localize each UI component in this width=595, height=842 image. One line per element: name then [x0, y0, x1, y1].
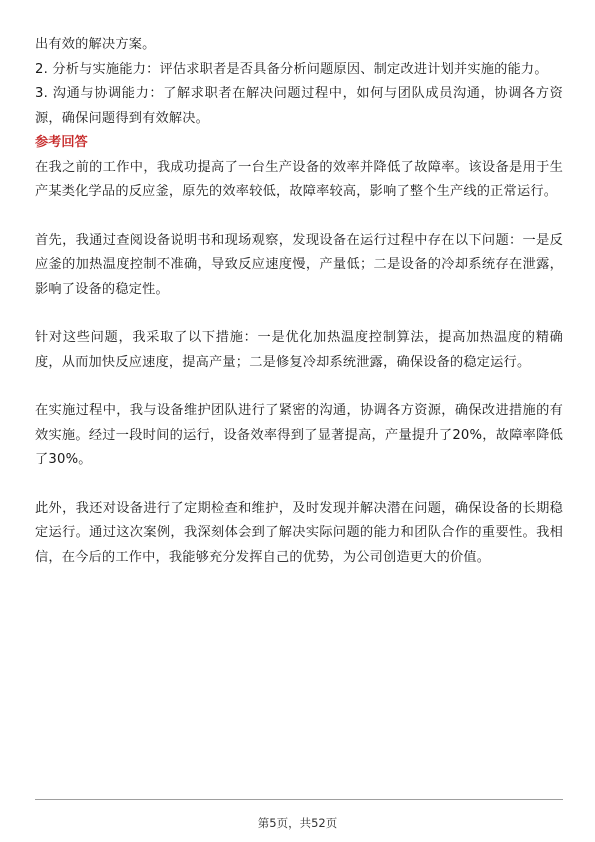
footer-divider — [35, 799, 563, 800]
reference-answer-heading: 参考回答 — [35, 135, 88, 150]
text-line: 出有效的解决方案。 — [35, 37, 156, 52]
answer-paragraph-5: 此外，我还对设备进行了定期检查和维护，及时发现并解决潜在问题，确保设备的长期稳定运行。通过这次案例，我深刻体会到了解决实际问题的能力和团队合作的重要性。我相信，在今后的工作中，我能够充分发挥自己的优势，为公司创造更大的价值。 — [35, 500, 563, 565]
list-item-communication: 3. 沟通与协调能力：了解求职者在解决问题过程中，如何与团队成员沟通，协调各方资源，确保问题得到有效解决。 — [35, 86, 563, 126]
page-number: 第5页，共52页 — [257, 816, 338, 830]
answer-paragraph-3: 针对这些问题，我采取了以下措施：一是优化加热温度控制算法，提高加热温度的精确度，从而加快反应速度，提高产量；二是修复冷却系统泄露，确保设备的稳定运行。 — [35, 330, 563, 370]
document-content — [35, 33, 563, 570]
answer-paragraph-2: 首先，我通过查阅设备说明书和现场观察，发现设备在运行过程中存在以下问题：一是反应釜的加热温度控制不准确，导致反应速度慢，产量低；二是设备的冷却系统存在泄露，影响了设备的稳定性。 — [35, 232, 563, 297]
list-item-analysis: 2. 分析与实施能力：评估求职者是否具备分析问题原因、制定改进计划并实施的能力。 — [35, 61, 548, 77]
answer-paragraph-1: 在我之前的工作中，我成功提高了一台生产设备的效率并降低了故障率。该设备是用于生产某类化学品的反应釜，原先的效率较低，故障率较高，影响了整个生产线的正常运行。 — [35, 159, 563, 199]
answer-paragraph-4: 在实施过程中，我与设备维护团队进行了紧密的沟通，协调各方资源，确保改进措施的有效实施。经过一段时间的运行，设备效率得到了显著提高，产量提升了20%，故障率降低了30%。 — [35, 403, 563, 467]
